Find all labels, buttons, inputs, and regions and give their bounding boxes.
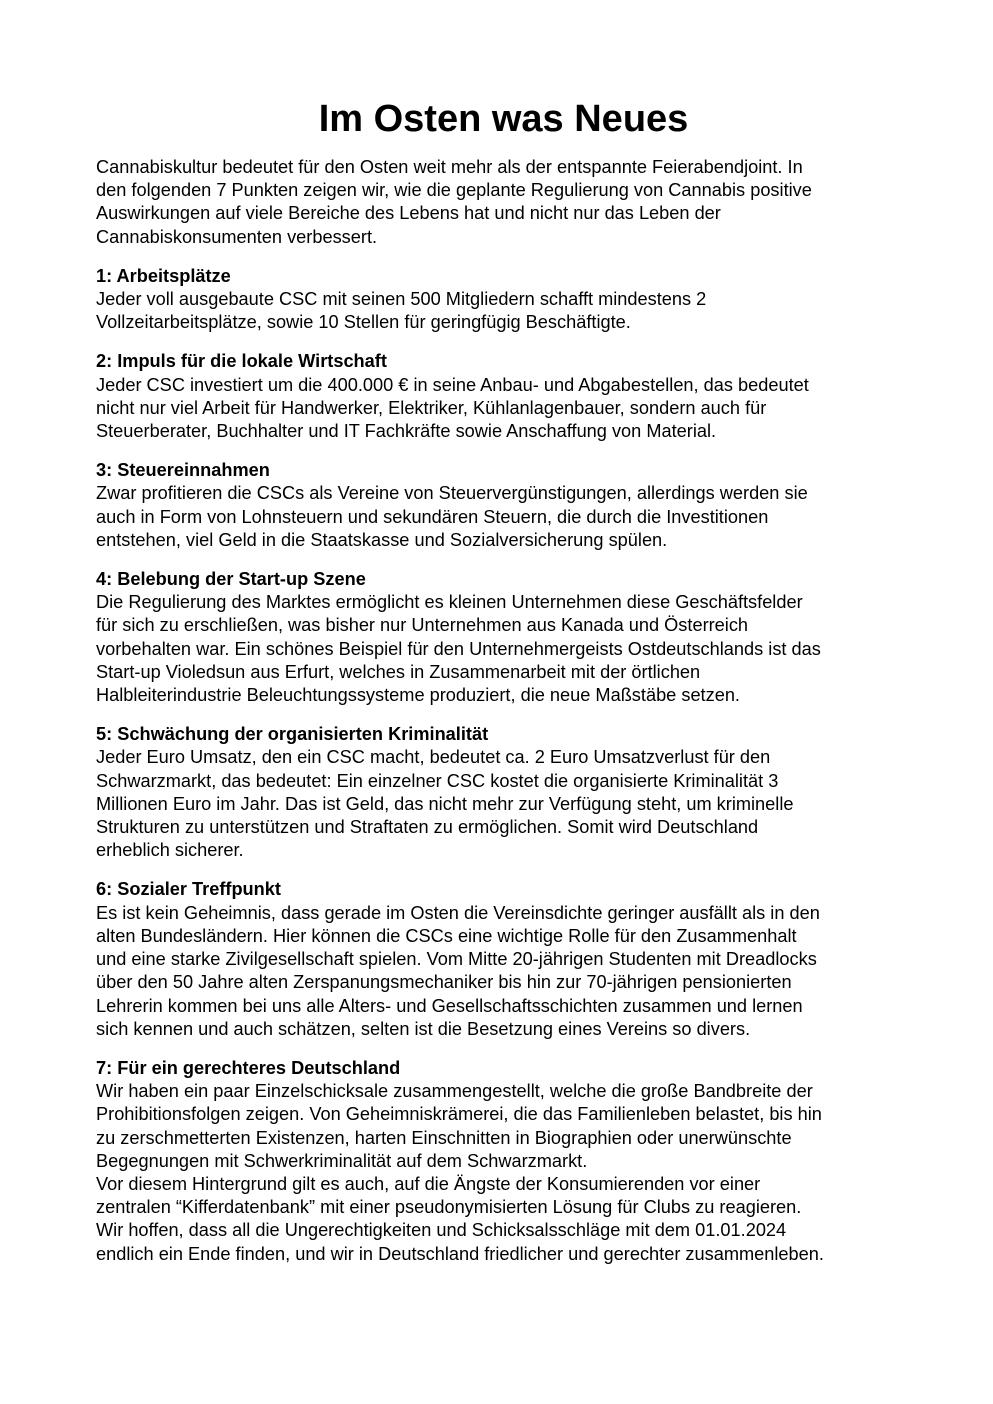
body-line: vorbehalten war. Ein schönes Beispiel für den Unternehmergeists Ostdeutschlands ist das bbox=[96, 638, 821, 659]
body-line: Halbleiterindustrie Beleuchtungssysteme produziert, die neue Maßstäbe setzen. bbox=[96, 685, 740, 706]
body-line: zentralen “Kifferdatenbank” mit einer pseudonymisierten Lösung für Clubs zu reagieren. bbox=[96, 1197, 802, 1218]
body-line: alten Bundesländern. Hier können die CSCs eine wichtige Rolle für den Zusammenhalt bbox=[96, 925, 797, 946]
section-heading: 6: Sozialer Treffpunkt bbox=[96, 879, 281, 900]
body-line: Vollzeitarbeitsplätze, sowie 10 Stellen für geringfügig Beschäftigte. bbox=[96, 312, 631, 333]
section-lokale-wirtschaft bbox=[96, 350, 911, 443]
section-body bbox=[96, 902, 911, 1041]
body-line: Es ist kein Geheimnis, dass gerade im Osten die Vereinsdichte geringer ausfällt als in den bbox=[96, 902, 820, 923]
body-line: nicht nur viel Arbeit für Handwerker, Elektriker, Kühlanlagenbauer, sondern auch für bbox=[96, 397, 767, 418]
section-body bbox=[96, 374, 911, 444]
section-kriminalitaet bbox=[96, 723, 911, 862]
body-line: zu zerschmetterten Existenzen, harten Einschnitten in Biographien oder unerwünschte bbox=[96, 1127, 792, 1148]
body-line: Die Regulierung des Marktes ermöglicht es kleinen Unternehmen diese Geschäftsfelder bbox=[96, 592, 803, 613]
body-line: Millionen Euro im Jahr. Das ist Geld, das nicht mehr zur Verfügung steht, um kriminelle bbox=[96, 793, 794, 814]
body-line: entstehen, viel Geld in die Staatskasse und Sozialversicherung spülen. bbox=[96, 529, 668, 550]
body-line: Prohibitionsfolgen zeigen. Von Geheimniskrämerei, die das Familienleben belastet, bis hin bbox=[96, 1104, 822, 1125]
intro-line: Cannabiskonsumenten verbessert. bbox=[96, 226, 378, 247]
section-heading: 2: Impuls für die lokale Wirtschaft bbox=[96, 351, 387, 372]
body-line: über den 50 Jahre alten Zerspanungsmechaniker bis hin zur 70-jährigen pensionierten bbox=[96, 972, 792, 993]
body-line: Wir haben ein paar Einzelschicksale zusammengestellt, welche die große Bandbreite der bbox=[96, 1081, 813, 1102]
body-line: für sich zu erschließen, was bisher nur Unternehmen aus Kanada und Österreich bbox=[96, 615, 749, 636]
section-heading: 3: Steuereinnahmen bbox=[96, 460, 270, 481]
body-line: Begegnungen mit Schwerkriminalität auf dem Schwarzmarkt. bbox=[96, 1150, 588, 1171]
body-line: Jeder Euro Umsatz, den ein CSC macht, bedeutet ca. 2 Euro Umsatzverlust für den bbox=[96, 747, 771, 768]
section-steuereinnahmen bbox=[96, 459, 911, 552]
section-body bbox=[96, 746, 911, 862]
intro-paragraph bbox=[96, 156, 911, 249]
section-heading: 1: Arbeitsplätze bbox=[96, 265, 231, 286]
section-body bbox=[96, 591, 911, 707]
body-line: Schwarzmarkt, das bedeutet: Ein einzelner CSC kostet die organisierte Kriminalität 3 bbox=[96, 770, 779, 791]
section-body bbox=[96, 482, 911, 552]
body-line: Start-up Violedsun aus Erfurt, welches in Zusammenarbeit mit der örtlichen bbox=[96, 661, 701, 682]
section-heading: 5: Schwächung der organisierten Kriminalität bbox=[96, 724, 489, 745]
body-line: Steuerberater, Buchhalter und IT Fachkräfte sowie Anschaffung von Material. bbox=[96, 421, 717, 442]
section-gerechteres-deutschland bbox=[96, 1057, 911, 1266]
body-line: Jeder CSC investiert um die 400.000 € in seine Anbau- und Abgabestellen, das bedeutet bbox=[96, 374, 809, 395]
document-title: Im Osten was Neues bbox=[318, 98, 689, 140]
section-start-up-szene bbox=[96, 568, 911, 707]
body-line: und eine starke Zivilgesellschaft spielen. Vom Mitte 20-jährigen Studenten mit Dreadlocks bbox=[96, 949, 817, 970]
section-body bbox=[96, 1080, 911, 1266]
body-line: Zwar profitieren die CSCs als Vereine von Steuervergünstigungen, allerdings werden sie bbox=[96, 483, 808, 504]
body-line: endlich ein Ende finden, und wir in Deutschland friedlicher und gerechter zusammenleben. bbox=[96, 1243, 824, 1264]
body-line: Wir hoffen, dass all die Ungerechtigkeiten und Schicksalsschläge mit dem 01.01.2024 bbox=[96, 1220, 787, 1241]
section-heading: 7: Für ein gerechteres Deutschland bbox=[96, 1057, 401, 1078]
body-line: sich kennen und auch schätzen, selten ist die Besetzung eines Vereins so divers. bbox=[96, 1018, 751, 1039]
section-sozialer-treffpunkt bbox=[96, 878, 911, 1040]
section-arbeitsplaetze bbox=[96, 265, 911, 335]
body-line: erheblich sicherer. bbox=[96, 840, 244, 861]
intro-line: den folgenden 7 Punkten zeigen wir, wie die geplante Regulierung von Cannabis positive bbox=[96, 180, 812, 201]
body-line: Lehrerin kommen bei uns alle Alters- und Gesellschaftsschichten zusammen und lernen bbox=[96, 995, 803, 1016]
intro-line: Cannabiskultur bedeutet für den Osten weit mehr als der entspannte Feierabendjoint. In bbox=[96, 157, 803, 177]
body-line: Jeder voll ausgebaute CSC mit seinen 500 Mitgliedern schafft mindestens 2 bbox=[96, 289, 707, 310]
body-line: Vor diesem Hintergrund gilt es auch, auf die Ängste der Konsumierenden vor einer bbox=[96, 1173, 761, 1194]
body-line: auch in Form von Lohnsteuern und sekundären Steuern, die durch die Investitionen bbox=[96, 506, 769, 527]
section-heading: 4: Belebung der Start-up Szene bbox=[96, 569, 366, 590]
body-line: Strukturen zu unterstützen und Straftaten zu ermöglichen. Somit wird Deutschland bbox=[96, 817, 759, 838]
section-body bbox=[96, 288, 911, 334]
intro-line: Auswirkungen auf viele Bereiche des Lebens hat und nicht nur das Leben der bbox=[96, 203, 721, 224]
document-page bbox=[96, 94, 911, 1282]
